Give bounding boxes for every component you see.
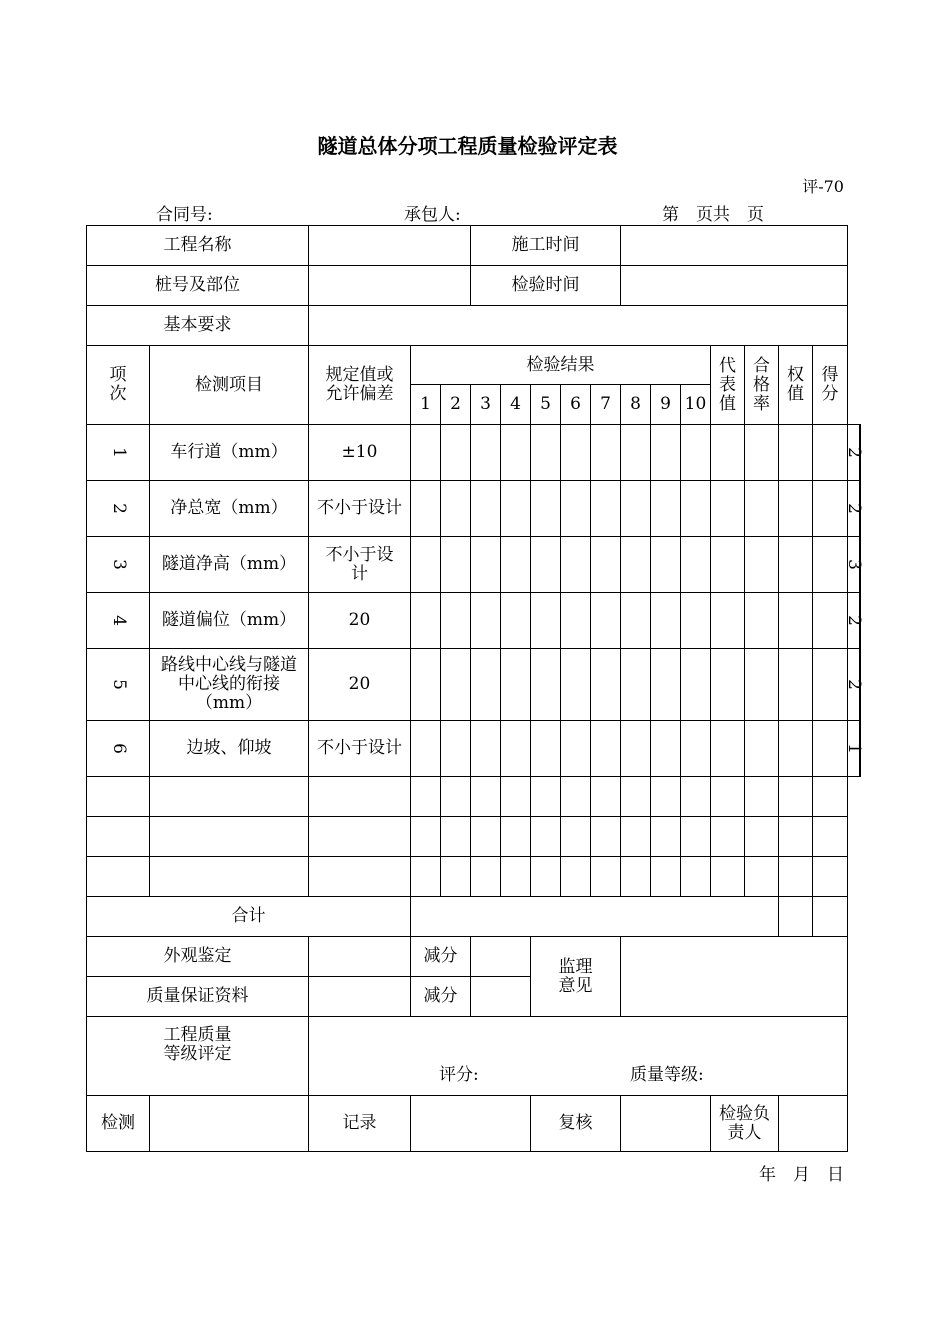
blank-cell[interactable] [531,649,561,721]
blank-cell[interactable] [531,593,561,649]
test-item-name: 路线中心线与隧道中心线的衔接（mm） [161,655,297,713]
construction-time-field[interactable] [621,226,848,266]
blank-cell[interactable] [813,481,848,537]
blank-cell[interactable] [309,777,411,817]
blank-cell[interactable] [591,425,621,481]
blank-cell[interactable] [651,721,681,777]
blank-cell[interactable] [441,537,471,593]
blank-cell[interactable] [651,593,681,649]
blank-cell[interactable] [711,721,745,777]
blank-cell[interactable] [813,649,848,721]
blank-cell[interactable] [531,425,561,481]
blank-cell[interactable] [779,777,813,817]
weight-value: 2 [843,615,864,626]
blank-cell[interactable] [621,777,651,817]
table-row [87,649,861,721]
table-row [87,481,861,537]
deduction-label: 减分 [411,937,471,977]
blank-cell[interactable] [411,537,441,593]
blank-cell[interactable] [621,425,651,481]
result-col-header: 10 [681,385,711,425]
blank-cell[interactable] [471,425,501,481]
blank-cell[interactable] [441,721,471,777]
blank-cell[interactable] [561,857,591,897]
blank-cell[interactable] [681,425,711,481]
blank-cell[interactable] [651,649,681,721]
total-field[interactable] [411,897,779,937]
blank-cell[interactable] [441,425,471,481]
page-title: 隧道总体分项工程质量检验评定表 [317,134,618,158]
contractor-label: 承包人: [404,205,461,225]
blank-cell[interactable] [745,817,779,857]
pass-rate-header: 合格率 [753,355,770,414]
item-number: 3 [108,559,129,570]
basic-requirements-label: 基本要求 [87,306,309,346]
blank-cell[interactable] [681,857,711,897]
item-number: 5 [108,679,129,690]
blank-cell[interactable] [591,649,621,721]
result-col-header: 9 [651,385,681,425]
blank-cell[interactable] [501,537,531,593]
blank-cell[interactable] [411,425,441,481]
blank-cell[interactable] [531,721,561,777]
blank-cell[interactable] [441,777,471,817]
blank-cell[interactable] [561,649,591,721]
blank-cell[interactable] [471,537,501,593]
blank-cell[interactable] [779,857,813,897]
blank-cell[interactable] [411,777,441,817]
table-row [87,425,861,481]
blank-cell[interactable] [591,537,621,593]
blank-cell[interactable] [621,721,651,777]
blank-cell[interactable] [681,777,711,817]
blank-cell[interactable] [745,593,779,649]
record-signature-field[interactable] [411,1096,531,1152]
blank-cell[interactable] [621,817,651,857]
deduction-label: 减分 [411,977,471,1017]
inspection-time-label: 检验时间 [471,266,621,306]
item-number: 6 [108,743,129,754]
blank-cell[interactable] [779,481,813,537]
blank-cell[interactable] [531,537,561,593]
supervisor-opinion-field[interactable] [621,937,848,1017]
review-signature-field[interactable] [621,1096,711,1152]
blank-cell[interactable] [711,537,745,593]
blank-cell[interactable] [591,817,621,857]
blank-cell[interactable] [813,721,848,777]
supervisor-opinion-label: 监理意见 [558,956,593,996]
blank-cell[interactable] [441,857,471,897]
weight-value: 2 [843,503,864,514]
blank-cell[interactable] [501,777,531,817]
appearance-field[interactable] [309,937,411,977]
blank-cell[interactable] [87,817,150,857]
blank-cell[interactable] [531,481,561,537]
blank-cell[interactable] [681,537,711,593]
blank-cell[interactable] [651,817,681,857]
spec-value-header: 规定值或允许偏差 [325,365,394,404]
blank-cell[interactable] [591,857,621,897]
blank-cell[interactable] [501,721,531,777]
total-weight-cell[interactable] [779,897,813,937]
construction-time-label: 施工时间 [471,226,621,266]
spec-value: 不小于设计 [325,544,394,584]
blank-cell[interactable] [441,593,471,649]
total-score-cell[interactable] [813,897,848,937]
blank-cell[interactable] [411,721,441,777]
blank-cell[interactable] [531,777,561,817]
blank-cell[interactable] [621,593,651,649]
blank-cell[interactable] [745,721,779,777]
blank-cell[interactable] [411,817,441,857]
blank-cell[interactable] [681,481,711,537]
blank-cell[interactable] [441,481,471,537]
blank-cell[interactable] [621,857,651,897]
item-number: 1 [108,447,129,458]
basic-requirements-field[interactable] [309,306,848,346]
form-code: 评-70 [802,177,844,196]
blank-cell[interactable] [501,649,531,721]
blank-cell[interactable] [501,857,531,897]
table-row [87,777,861,817]
deduction-field[interactable] [471,977,531,1017]
blank-cell[interactable] [591,481,621,537]
blank-cell[interactable] [561,817,591,857]
result-col-header: 6 [561,385,591,425]
blank-cell[interactable] [779,649,813,721]
blank-cell[interactable] [561,537,591,593]
blank-cell[interactable] [561,721,591,777]
representative-header: 代表值 [719,355,736,414]
blank-cell[interactable] [561,425,591,481]
blank-cell[interactable] [711,481,745,537]
blank-cell[interactable] [745,537,779,593]
blank-cell[interactable] [150,857,309,897]
inspection-time-field[interactable] [621,266,848,306]
test-item-name: 车行道（mm） [150,425,309,481]
blank-cell[interactable] [813,537,848,593]
station-location-label: 桩号及部位 [87,266,309,306]
total-label: 合计 [87,897,411,937]
blank-cell[interactable] [779,721,813,777]
blank-cell[interactable] [711,425,745,481]
blank-cell[interactable] [471,721,501,777]
item-no-header: 项次 [109,365,127,404]
test-item-name: 边坡、仰坡 [150,721,309,777]
blank-cell[interactable] [745,481,779,537]
score-header: 得分 [821,365,839,404]
table-row [87,537,861,593]
blank-cell[interactable] [309,817,411,857]
blank-cell[interactable] [813,425,848,481]
blank-cell[interactable] [681,593,711,649]
blank-cell[interactable] [471,817,501,857]
blank-cell[interactable] [779,425,813,481]
page-number-label: 第 页共 页 [662,205,764,225]
blank-cell[interactable] [591,721,621,777]
result-col-header: 8 [621,385,651,425]
weight-value: 3 [843,559,864,570]
spec-value: 20 [309,593,411,649]
appearance-label: 外观鉴定 [87,937,309,977]
blank-cell[interactable] [471,857,501,897]
station-location-field[interactable] [309,266,471,306]
blank-cell[interactable] [471,481,501,537]
blank-cell[interactable] [711,649,745,721]
blank-cell[interactable] [779,817,813,857]
blank-cell[interactable] [745,649,779,721]
blank-cell[interactable] [711,777,745,817]
deduction-field[interactable] [471,937,531,977]
blank-cell[interactable] [411,593,441,649]
result-col-header: 3 [471,385,501,425]
blank-cell[interactable] [651,425,681,481]
blank-cell[interactable] [501,481,531,537]
blank-cell[interactable] [681,721,711,777]
blank-cell[interactable] [150,817,309,857]
test-item-header: 检测项目 [150,346,309,425]
spec-value: ±10 [309,425,411,481]
blank-cell[interactable] [309,857,411,897]
blank-cell[interactable] [561,481,591,537]
blank-cell[interactable] [87,857,150,897]
blank-cell[interactable] [531,817,561,857]
blank-cell[interactable] [651,777,681,817]
blank-cell[interactable] [471,777,501,817]
blank-cell[interactable] [411,649,441,721]
blank-cell[interactable] [711,857,745,897]
blank-cell[interactable] [651,481,681,537]
blank-cell[interactable] [711,593,745,649]
project-name-label: 工程名称 [87,226,309,266]
blank-cell[interactable] [591,777,621,817]
results-header: 检验结果 [411,346,711,385]
record-signature-label: 记录 [309,1096,411,1152]
test-signature-label: 检测 [87,1096,150,1152]
blank-cell[interactable] [681,649,711,721]
table-row [87,857,861,897]
weight-value: 2 [843,679,864,690]
blank-cell[interactable] [745,425,779,481]
blank-cell[interactable] [411,481,441,537]
blank-cell[interactable] [813,817,848,857]
blank-cell[interactable] [681,817,711,857]
test-signature-field[interactable] [150,1096,309,1152]
blank-cell[interactable] [779,537,813,593]
blank-cell[interactable] [745,777,779,817]
result-col-header: 7 [591,385,621,425]
weight-value: 2 [843,447,864,458]
blank-cell[interactable] [813,857,848,897]
blank-cell[interactable] [711,817,745,857]
date-line: 年 月 日 [759,1165,844,1185]
test-item-name: 隧道净高（mm） [150,537,309,593]
weight-value: 1 [843,743,864,754]
item-number: 4 [108,615,129,626]
blank-cell[interactable] [501,425,531,481]
blank-cell[interactable] [745,857,779,897]
blank-cell[interactable] [441,817,471,857]
blank-cell[interactable] [621,481,651,537]
evaluation-table [86,225,864,1152]
inspector-signature-label: 检验负责人 [719,1103,770,1143]
table-row [87,817,861,857]
blank-cell[interactable] [411,857,441,897]
table-row [87,593,861,649]
inspector-signature-field[interactable] [779,1096,848,1152]
quality-grade-field[interactable] [309,1017,848,1096]
blank-cell[interactable] [87,777,150,817]
grade-label: 质量等级: [630,1065,704,1085]
blank-cell[interactable] [813,593,848,649]
blank-cell[interactable] [561,777,591,817]
test-item-name: 净总宽（mm） [150,481,309,537]
table-row [87,721,861,777]
blank-cell[interactable] [501,817,531,857]
result-col-header: 4 [501,385,531,425]
blank-cell[interactable] [150,777,309,817]
quality-grade-label: 工程质量等级评定 [163,1025,232,1064]
result-col-header: 5 [531,385,561,425]
contract-no-label: 合同号: [156,205,213,225]
result-col-header: 1 [411,385,441,425]
blank-cell[interactable] [779,593,813,649]
blank-cell[interactable] [531,857,561,897]
quality-docs-label: 质量保证资料 [87,977,309,1017]
blank-cell[interactable] [621,649,651,721]
blank-cell[interactable] [561,593,591,649]
blank-cell[interactable] [813,777,848,817]
review-signature-label: 复核 [531,1096,621,1152]
spec-value: 20 [309,649,411,721]
blank-cell[interactable] [441,649,471,721]
score-label: 评分: [439,1065,479,1085]
spec-value: 不小于设计 [309,721,411,777]
quality-docs-field[interactable] [309,977,411,1017]
weight-header: 权值 [787,365,804,404]
item-number: 2 [108,503,129,514]
blank-cell[interactable] [651,857,681,897]
spec-value: 不小于设计 [309,481,411,537]
blank-cell[interactable] [651,537,681,593]
result-col-header: 2 [441,385,471,425]
blank-cell[interactable] [471,593,501,649]
blank-cell[interactable] [471,649,501,721]
blank-cell[interactable] [621,537,651,593]
blank-cell[interactable] [591,593,621,649]
project-name-field[interactable] [309,226,471,266]
blank-cell[interactable] [501,593,531,649]
test-item-name: 隧道偏位（mm） [150,593,309,649]
